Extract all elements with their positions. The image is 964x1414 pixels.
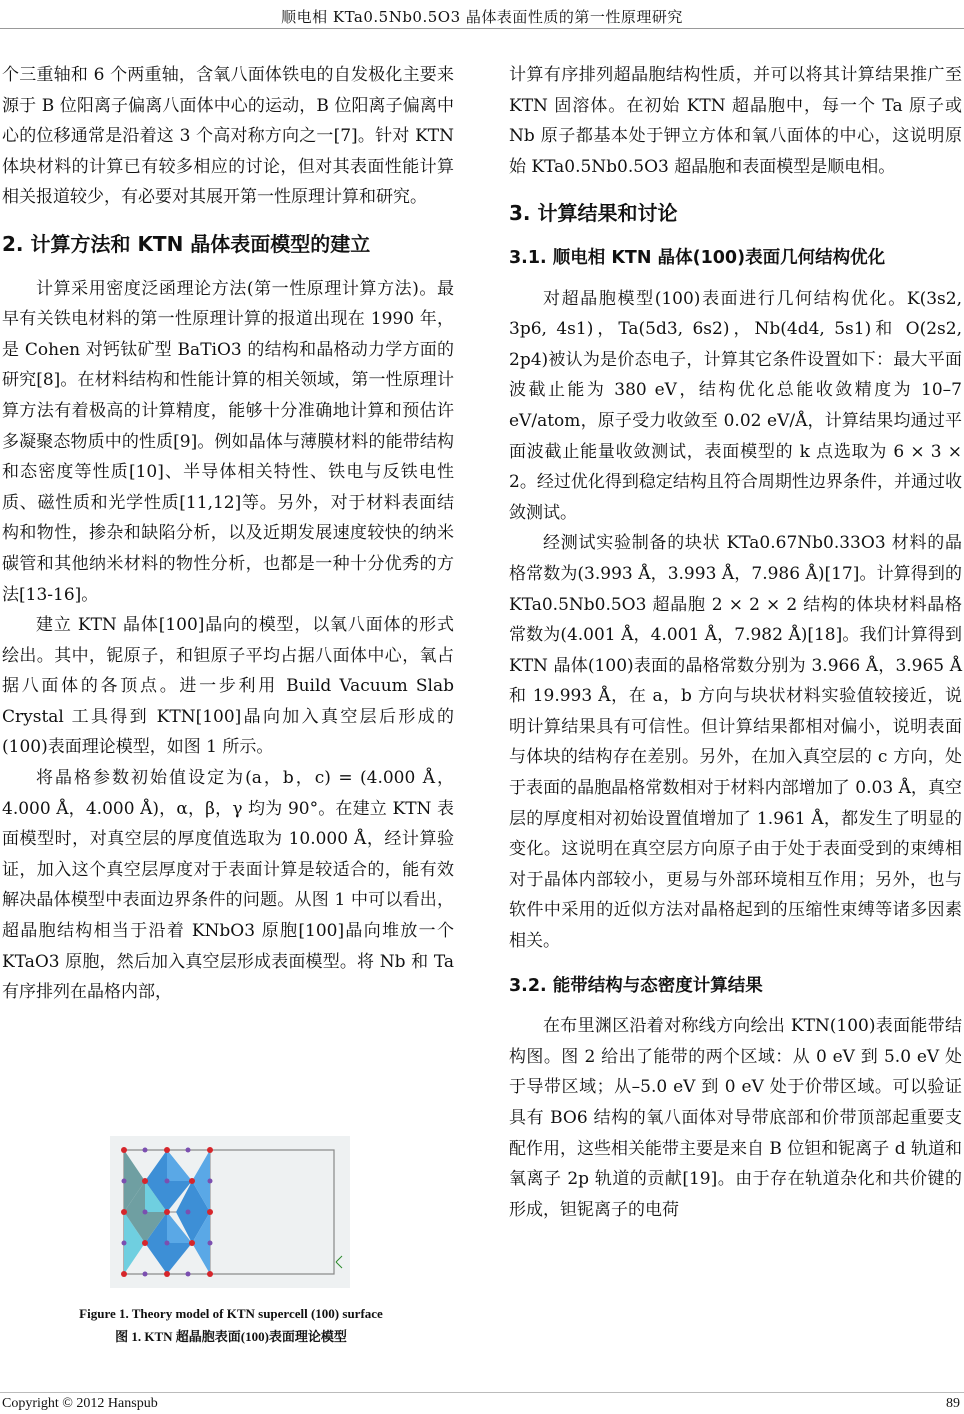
running-head (0, 6, 964, 27)
left-paragraph-1: 个三重轴和 6 个两重轴，含氧八面体铁电的自发极化主要来源于 B 位阳离子偏离八面体中心的运动，B 位阳离子偏离中心的位移通常是沿着这 3 个高对称方向之一[7]。针对 KTN 体块材料的计算已有较多相应的讨论，但对其表面性能计算相关报道较少，有必要对其展开第一性原理计算和研究。 (2, 65, 454, 208)
header-rule (0, 28, 964, 29)
section-3-1-heading: 3.1. 顺电相 KTN 晶体(100)表面几何结构优化 (509, 247, 886, 268)
right-paragraph-2: 对超晶胞模型(100)表面进行几何结构优化。K(3s2, 3p6, 4s1)，Ta(5d3, 6s2)，Nb(4d4, 5s1)和 O(2s2, 2p4)被认为是价态电子，计算其它条件设置如下：最大平面波截止能为 380 eV，结构优化总能收敛精度为 10–7 eV/atom，原子受力收敛至 0.02 eV/Å，计算结果均通过平面波截止能量收敛测试，表面模型的 k 点选取为 6 × 3 × 2。经过优化得到稳定结构且符合周期性边界条件，并通过收敛测试。 (509, 288, 962, 523)
left-paragraph-4: 将晶格参数初始值设定为(a，b，c) = (4.000 Å，4.000 Å，4.000 Å)，α，β，γ 均为 90°。在建立 KTN 表面模型时，对真空层的厚度值选取为 10.000 Å，经计算验证，加入这个真空层厚度对于表面计算是较适合的，能有效解决晶体模型中表面边界条件的问题。从图 1 中可以看出，超晶胞结构相当于沿着 KNbO3 原胞[100]晶向堆放一个 KTaO3 原胞，然后加入真空层形成表面模型。将 Nb 和 Ta 有序排列在晶格内部， (2, 768, 454, 1003)
page-number: 89 (946, 1396, 960, 1411)
right-column (509, 60, 962, 1225)
ktn-supercell-drawing (110, 1136, 350, 1288)
left-column (2, 60, 454, 1008)
right-paragraph-1: 计算有序排列超晶胞结构性质，并可以将其计算结果推广至 KTN 固溶体。在初始 KTN 超晶胞中，每一个 Ta 原子或 Nb 原子都基本处于钾立方体和氧八面体的中心，这说明原始 KTa0.5Nb0.5O3 超晶胞和表面模型是顺电相。 (509, 65, 962, 177)
left-paragraph-3: 建立 KTN 晶体[100]晶向的模型，以氧八面体的形式绘出。其中，铌原子，和钽原子平均占据八面体中心，氧占据八面体的各顶点。进一步利用 Build Vacuum Slab Crystal 工具得到 KTN[100]晶向加入真空层后形成的(100)表面理论模型，如图 1 所示。 (2, 615, 454, 758)
footer-rule (0, 1392, 964, 1393)
figure-1-model (110, 1136, 350, 1288)
copyright-notice: Copyright © 2012 Hanspub (2, 1396, 158, 1411)
right-paragraph-4: 在布里渊区沿着对称线方向绘出 KTN(100)表面能带结构图。图 2 给出了能带的两个区域：从 0 eV 到 5.0 eV 处于导带区域；从–5.0 eV 到 0 eV 处于价带区域。可以验证具有 BO6 结构的氧八面体对导带底部和价带顶部起重要支配作用，这些相关能带主要是来自 B 位钽和铌离子 d 轨道和氧离子 2p 轨道的贡献[19]。由于存在轨道杂化和共价键的形成，钽铌离子的电荷 (509, 1016, 962, 1220)
figure-1-caption-zh: 图 1. KTN 超晶胞表面(100)表面理论模型 (115, 1329, 347, 1344)
section-3-2-heading: 3.2. 能带结构与态密度计算结果 (509, 975, 763, 996)
figure-1-caption-en: Figure 1. Theory model of KTN supercell (100) surface (79, 1306, 383, 1321)
right-paragraph-3: 经测试实验制备的块状 KTa0.67Nb0.33O3 材料的晶格常数为(3.993 Å，3.993 Å，7.986 Å)[17]。计算得到的 KTa0.5Nb0.5O3 超晶胞 2 × 2 × 2 结构的体块材料晶格常数为(4.001 Å，4.001 Å，7.982 Å)[18]。我们计算得到 KTN 晶体(100)表面的晶格常数分别为 3.966 Å，3.965 Å 和 19.993 Å，在 a，b 方向与块状材料实验值较接近，说明计算结果具有可信性。但计算结果都相对偏小，说明表面与体块的结构存在差别。另外，在加入真空层的 c 方向，处于表面的晶胞晶格常数相对于材料内部增加了 0.03 Å，真空层的厚度相对初始设置值增加了 1.961 Å，都发生了明显的变化。这说明在真空层方向原子由于处于表面受到的束缚相对于晶体内部较小，更易与外部环境相互作用；另外，也与软件中采用的近似方法对晶格起到的压缩性束缚等诸多因素相关。 (509, 533, 962, 952)
left-paragraph-2: 计算采用密度泛函理论方法(第一性原理计算方法)。最早有关铁电材料的第一性原理计算的报道出现在 1990 年，是 Cohen 对钙钛矿型 BaTiO3 的结构和晶格动力学方面的研究[8]。在材料结构和性能计算的相关领域，第一性原理计算方法有着极高的计算精度，能够十分准确地计算和预估许多凝聚态物质中的性质[9]。例如晶体与薄膜材料的能带结构和态密度等性质[10]、半导体相关特性、铁电与反铁电性质、磁性质和光学性质[11,12]等。另外，对于材料表面结构和物性，掺杂和缺陷分析，以及近期发展速度较快的纳米碳管和其他纳米材料的物性分析，也都是一种十分优秀的方法[13-16]。 (2, 278, 454, 605)
section-3-heading: 3. 计算结果和讨论 (509, 201, 678, 226)
running-title: 顺电相 KTa0.5Nb0.5O3 晶体表面性质的第一性原理研究 (281, 8, 683, 26)
section-2-heading: 2. 计算方法和 KTN 晶体表面模型的建立 (2, 231, 371, 256)
